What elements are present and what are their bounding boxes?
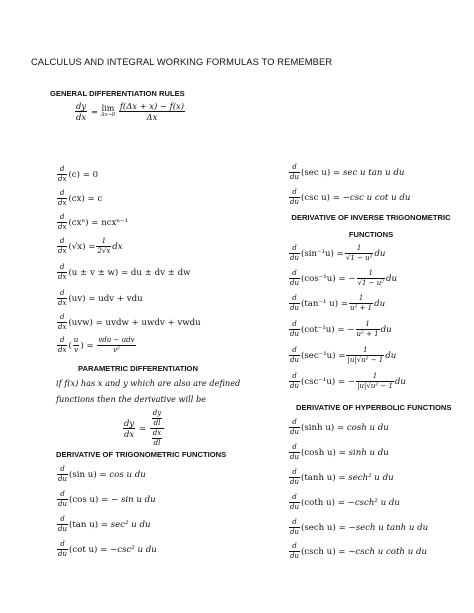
hyperbolic-rule: $\frac{d}{du}$ (csch u) = −csch u coth u du <box>290 542 427 560</box>
heading-parametric: PARAMETRIC DIFFERENTIATION <box>78 364 198 373</box>
hyperbolic-rule: $\frac{d}{du}$ (coth u) = −csch² u du <box>290 493 400 511</box>
hyperbolic-rule: $\frac{d}{du}$ (sech u) = −sech u tanh u du <box>290 518 429 536</box>
general-rule: $\frac{d}{dx}$ (uv) = udv + vdu <box>58 289 143 307</box>
general-rule: $\frac{d}{dx}$ (cx) = c <box>58 189 103 207</box>
trig-rule-right: $\frac{d}{du}$ (sec u) = sec u tan u du <box>290 163 405 181</box>
heading-hyperbolic: DERIVATIVE OF HYPERBOLIC FUNCTIONS <box>296 403 452 412</box>
heading-inverse-line1: DERIVATIVE OF INVERSE TRIGONOMETRIC <box>291 213 451 222</box>
inverse-rule: $\frac{d}{du}$ (tan⁻¹ u) = $\frac{1}{\text{u² + 1}}$ du <box>290 294 386 312</box>
page-title: CALCULUS AND INTEGRAL WORKING FORMULAS TO REMEMBER <box>31 56 333 67</box>
definition-formula: $\frac{dy}{dx}$ = lim Δx→0 $\frac{f(\Delta x + x) - f(x)}{\Delta x}$ <box>76 101 184 123</box>
general-rule: $\frac{d}{dx}$ (u ± v ± w) = du ± dv ± dw <box>58 263 191 281</box>
general-rule: $\frac{d}{dx}$ (c) = 0 <box>58 165 99 183</box>
quotient-rule: $\frac{d}{dx}$ ( $\frac{u}{v}$ ) = $\frac{\text{vdu − udv}}{\text{v²}}$ <box>58 336 135 354</box>
parametric-formula: $\frac{dy}{dx}$ = $\frac{\frac{dy}{dl}}{\frac{dx}{dl}}$ <box>122 410 165 447</box>
trig-rule: $\frac{d}{du}$ (sin u) = cos u du <box>58 465 146 483</box>
general-rule: $\frac{d}{dx}$ (uvw) = uvdw + uwdv + vwdu <box>58 313 201 331</box>
inverse-rule: $\frac{d}{du}$ (cos⁻¹u) = − $\frac{1}{\text{√1 − u²}}$ du <box>290 269 398 287</box>
parametric-text-1: if f(x) has x and y which are also are defined <box>56 378 241 388</box>
hyperbolic-rule: $\frac{d}{du}$ (cosh u) = sinh u du <box>290 443 389 461</box>
heading-inverse-line2: FUNCTIONS <box>348 230 394 239</box>
trig-rule: $\frac{d}{du}$ (cos u) = − sin u du <box>58 490 156 508</box>
inverse-rule: $\frac{d}{du}$ (cot⁻¹u) = − $\frac{1}{\text{u² + 1}}$ du <box>290 320 392 338</box>
hyperbolic-rule: $\frac{d}{du}$ (sinh u) = cosh u du <box>290 418 389 436</box>
inverse-rule: $\frac{d}{du}$ (csc⁻¹u) = − $\frac{1}{\text{|u|√u² − 1}}$ du <box>290 372 406 390</box>
inverse-rule: $\frac{d}{du}$ (sin⁻¹u) = $\frac{1}{\text{√1 − u²}}$ du <box>290 244 386 262</box>
inverse-rule: $\frac{d}{du}$ (sec⁻¹u) = $\frac{1}{\text{|u|√u² − 1}}$ du <box>290 346 397 364</box>
parametric-text-2: functions then the derivative will be <box>56 394 207 404</box>
heading-trig: DERIVATIVE OF TRIGONOMETRIC FUNCTIONS <box>56 450 227 459</box>
trig-rule-right: $\frac{d}{du}$ (csc u) = −csc u cot u du <box>290 188 411 206</box>
general-rule: $\frac{d}{dx}$ (√x) = $\frac{1}{2√x}$ dx <box>58 237 123 255</box>
heading-general: GENERAL DIFFERENTIATION RULES <box>50 89 185 98</box>
general-rule: $\frac{d}{dx}$ (cxⁿ) = ncxⁿ⁻¹ <box>58 213 129 231</box>
hyperbolic-rule: $\frac{d}{du}$ (tanh u) = sech² u du <box>290 468 394 486</box>
trig-rule: $\frac{d}{du}$ (cot u) = −csc² u du <box>58 540 157 558</box>
trig-rule: $\frac{d}{du}$ (tan u) = sec² u du <box>58 515 151 533</box>
